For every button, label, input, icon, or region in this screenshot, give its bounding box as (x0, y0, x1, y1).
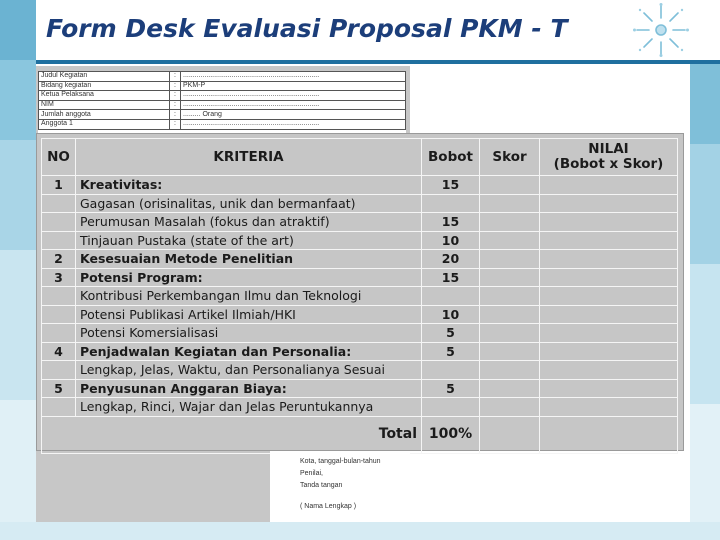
score-cell (480, 361, 540, 380)
header-nilai (540, 139, 678, 176)
value-cell (540, 398, 678, 417)
criterion-number (42, 213, 76, 232)
value-cell (540, 213, 678, 232)
criterion-number (42, 324, 76, 343)
criterion-weight: 5 (422, 324, 480, 343)
form-header-label: Bidang kegiatan (39, 81, 170, 91)
header-nilai-line1: NILAI (588, 141, 629, 157)
criterion-label: Kesesuaian Metode Penelitian (76, 250, 422, 269)
table-row (42, 176, 678, 195)
form-header-separator: : (170, 100, 181, 110)
criterion-label: Kreativitas: (76, 176, 422, 195)
evaluation-table (41, 138, 678, 454)
criterion-weight: 15 (422, 176, 480, 195)
left-decor-bar (0, 0, 36, 540)
signature-block (270, 451, 410, 522)
score-cell (480, 287, 540, 306)
table-row (42, 342, 678, 361)
form-header-separator: : (170, 119, 181, 129)
sparkle-burst-icon (632, 2, 690, 58)
table-row (42, 268, 678, 287)
form-header-value: PKM-P (181, 81, 406, 91)
table-row (42, 194, 678, 213)
score-cell (480, 398, 540, 417)
criterion-number: 5 (42, 379, 76, 398)
score-cell (480, 213, 540, 232)
form-header-separator: : (170, 91, 181, 101)
table-header-row (42, 139, 678, 176)
criterion-number: 1 (42, 176, 76, 195)
header-kriteria: KRITERIA (76, 139, 422, 176)
value-cell (540, 194, 678, 213)
form-header-label: Ketua Pelaksana (39, 91, 170, 101)
criterion-weight (422, 398, 480, 417)
criterion-label: Lengkap, Rinci, Wajar dan Jelas Peruntukannya (76, 398, 422, 417)
score-cell (480, 268, 540, 287)
criterion-label: Perumusan Masalah (fokus dan atraktif) (76, 213, 422, 232)
score-cell (480, 379, 540, 398)
form-header-value: ...................................................................... (181, 119, 406, 129)
total-score-cell (480, 416, 540, 453)
right-decor-bar (690, 0, 720, 540)
criterion-label: Tinjauan Pustaka (state of the art) (76, 231, 422, 250)
criterion-label: Penyusunan Anggaran Biaya: (76, 379, 422, 398)
score-cell (480, 231, 540, 250)
header-bobot: Bobot (422, 139, 480, 176)
score-cell (480, 176, 540, 195)
criterion-weight: 5 (422, 342, 480, 361)
criterion-number (42, 194, 76, 213)
table-row (42, 305, 678, 324)
form-header-value: ...................................................................... (181, 100, 406, 110)
header-nilai-line2: (Bobot x Skor) (553, 156, 664, 172)
header-no: NO (42, 139, 76, 176)
score-cell (480, 324, 540, 343)
criterion-number: 4 (42, 342, 76, 361)
total-row (42, 416, 678, 453)
form-header-info (38, 71, 406, 133)
signature-place-date: Kota, tanggal-bulan-tahun (300, 458, 381, 465)
criterion-number (42, 361, 76, 380)
form-header-row (39, 81, 406, 91)
signature-role: Penilai, (300, 470, 323, 477)
score-cell (480, 342, 540, 361)
form-header-separator: : (170, 72, 181, 82)
evaluation-table-panel (36, 133, 684, 451)
total-value: 100% (422, 416, 480, 453)
criterion-label: Potensi Publikasi Artikel Ilmiah/HKI (76, 305, 422, 324)
form-header-row (39, 100, 406, 110)
criterion-label: Potensi Program: (76, 268, 422, 287)
value-cell (540, 231, 678, 250)
total-label: Total (42, 416, 422, 453)
value-cell (540, 250, 678, 269)
title-divider (36, 60, 720, 64)
criterion-weight: 5 (422, 379, 480, 398)
value-cell (540, 305, 678, 324)
form-header-label: Jumlah anggota (39, 110, 170, 120)
criterion-weight: 15 (422, 213, 480, 232)
form-header-value: ...................................................................... (181, 72, 406, 82)
value-cell (540, 324, 678, 343)
score-cell (480, 194, 540, 213)
table-row (42, 398, 678, 417)
criterion-weight (422, 361, 480, 380)
criterion-label: Kontribusi Perkembangan Ilmu dan Teknologi (76, 287, 422, 306)
criterion-label: Lengkap, Jelas, Waktu, dan Personalianya Sesuai (76, 361, 422, 380)
criterion-weight: 15 (422, 268, 480, 287)
table-row (42, 361, 678, 380)
total-value-cell (540, 416, 678, 453)
criterion-label: Penjadwalan Kegiatan dan Personalia: (76, 342, 422, 361)
form-header-separator: : (170, 110, 181, 120)
form-header-row (39, 72, 406, 82)
table-row (42, 379, 678, 398)
form-header-row (39, 119, 406, 129)
criterion-label: Gagasan (orisinalitas, unik dan bermanfaat) (76, 194, 422, 213)
form-header-row (39, 91, 406, 101)
criterion-weight: 10 (422, 305, 480, 324)
criterion-weight: 20 (422, 250, 480, 269)
table-row (42, 213, 678, 232)
value-cell (540, 342, 678, 361)
signature-name: ( Nama Lengkap ) (300, 503, 357, 510)
score-cell (480, 305, 540, 324)
criterion-number (42, 398, 76, 417)
header-skor: Skor (480, 139, 540, 176)
form-header-row (39, 110, 406, 120)
form-header-value: ...................................................................... (181, 91, 406, 101)
score-cell (480, 250, 540, 269)
bottom-strip (0, 522, 720, 540)
form-header-label: Anggota 1 (39, 119, 170, 129)
value-cell (540, 287, 678, 306)
form-header-separator: : (170, 81, 181, 91)
form-header-label: NIM (39, 100, 170, 110)
value-cell (540, 176, 678, 195)
signature-sign-line: Tanda tangan (300, 482, 343, 489)
table-row (42, 287, 678, 306)
criterion-number (42, 287, 76, 306)
criterion-number: 2 (42, 250, 76, 269)
table-row (42, 231, 678, 250)
value-cell (540, 361, 678, 380)
criterion-weight: 10 (422, 231, 480, 250)
criterion-label: Potensi Komersialisasi (76, 324, 422, 343)
criterion-weight (422, 287, 480, 306)
value-cell (540, 268, 678, 287)
table-row (42, 324, 678, 343)
criterion-number (42, 231, 76, 250)
criterion-number: 3 (42, 268, 76, 287)
form-header-value: ......... Orang (181, 110, 406, 120)
form-header-label: Judul Kegiatan (39, 72, 170, 82)
criterion-weight (422, 194, 480, 213)
criterion-number (42, 305, 76, 324)
value-cell (540, 379, 678, 398)
slide-title: Form Desk Evaluasi Proposal PKM - T (46, 14, 568, 43)
table-row (42, 250, 678, 269)
